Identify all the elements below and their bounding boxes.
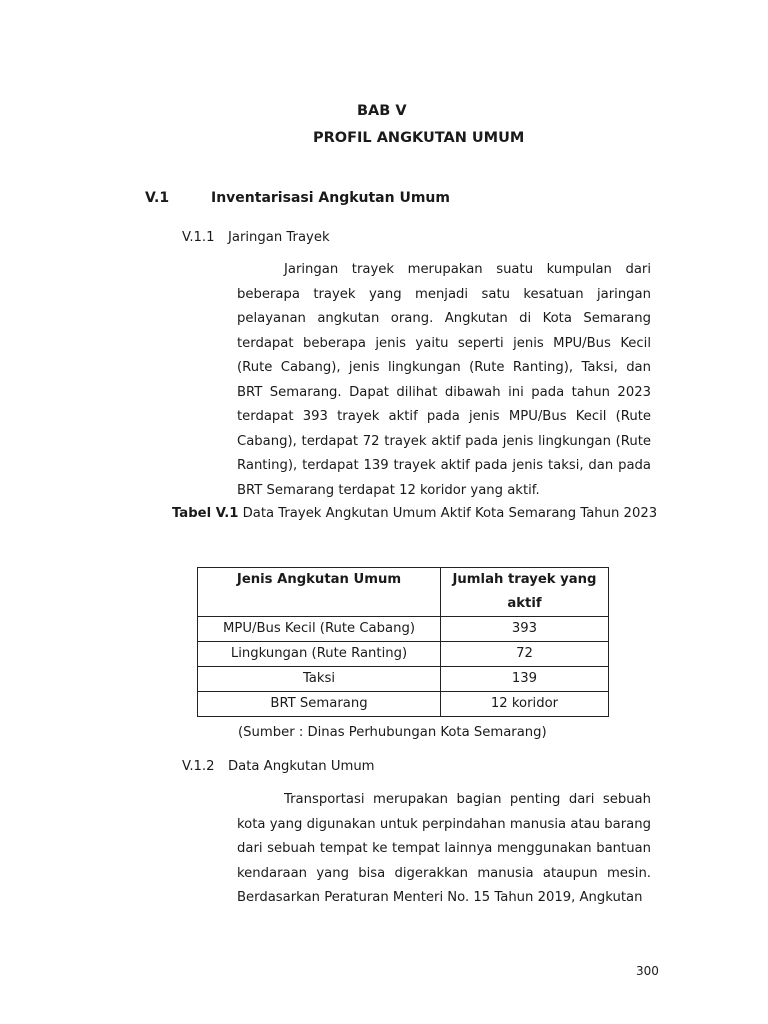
table-caption (172, 506, 657, 521)
table-header-cell: Jenis Angkutan Umum (198, 568, 441, 617)
table-row (198, 692, 609, 717)
table-row (198, 617, 609, 642)
paragraph-text: Transportasi merupakan bagian penting dari sebuah kota yang digunakan untuk perpindahan manusia atau barang dari sebuah tempat ke tempat lainnya menggunakan bantuan kendaraan yang bisa digerakkan manusia ataupun mesin. Berdasarkan Peraturan Menteri No. 15 Tahun 2019, Angkutan (237, 792, 651, 905)
chapter-label: BAB V (357, 103, 407, 119)
table-label: Tabel V.1 (172, 506, 239, 521)
table-cell: BRT Semarang (198, 692, 441, 717)
page-number: 300 (636, 964, 659, 978)
subsection-number: V.1.2 (182, 759, 215, 774)
data-table (197, 567, 609, 717)
table-cell: 139 (441, 667, 609, 692)
table-header-cell: Jumlah trayek yang aktif (441, 568, 609, 617)
table-cell: Lingkungan (Rute Ranting) (198, 642, 441, 667)
table-cell: Taksi (198, 667, 441, 692)
subsection-number: V.1.1 (182, 230, 215, 245)
paragraph-text: Jaringan trayek merupakan suatu kumpulan dari beberapa trayek yang menjadi satu kesatuan jaringan pelayanan angkutan orang. Angkutan di Kota Semarang terdapat beberapa jenis yaitu seperti jenis MPU/Bus Kecil (Rute Cabang), jenis lingkungan (Rute Ranting), Taksi, dan BRT Semarang. Dapat dilihat dibawah ini pada tahun 2023 terdapat 393 trayek aktif pada jenis MPU/Bus Kecil (Rute Cabang), terdapat 72 trayek aktif pada jenis lingkungan (Rute Ranting), terdapat 139 trayek aktif pada jenis taksi, dan pada BRT Semarang terdapat 12 koridor yang aktif. (237, 262, 651, 498)
table-cell: 12 koridor (441, 692, 609, 717)
table-cell: 72 (441, 642, 609, 667)
subsection-title: Data Angkutan Umum (228, 759, 375, 774)
chapter-title: PROFIL ANGKUTAN UMUM (313, 130, 525, 146)
table-cell: 393 (441, 617, 609, 642)
table-source: (Sumber : Dinas Perhubungan Kota Semarang) (238, 725, 547, 740)
table-header-row (198, 568, 609, 617)
table-row (198, 667, 609, 692)
body-paragraph (237, 788, 651, 911)
table-row (198, 642, 609, 667)
table-cell: MPU/Bus Kecil (Rute Cabang) (198, 617, 441, 642)
subsection-title: Jaringan Trayek (228, 230, 330, 245)
section-number: V.1 (145, 190, 170, 206)
section-title: Inventarisasi Angkutan Umum (211, 190, 450, 206)
table-caption-text: Data Trayek Angkutan Umum Aktif Kota Semarang Tahun 2023 (242, 506, 658, 521)
body-paragraph (237, 258, 651, 503)
